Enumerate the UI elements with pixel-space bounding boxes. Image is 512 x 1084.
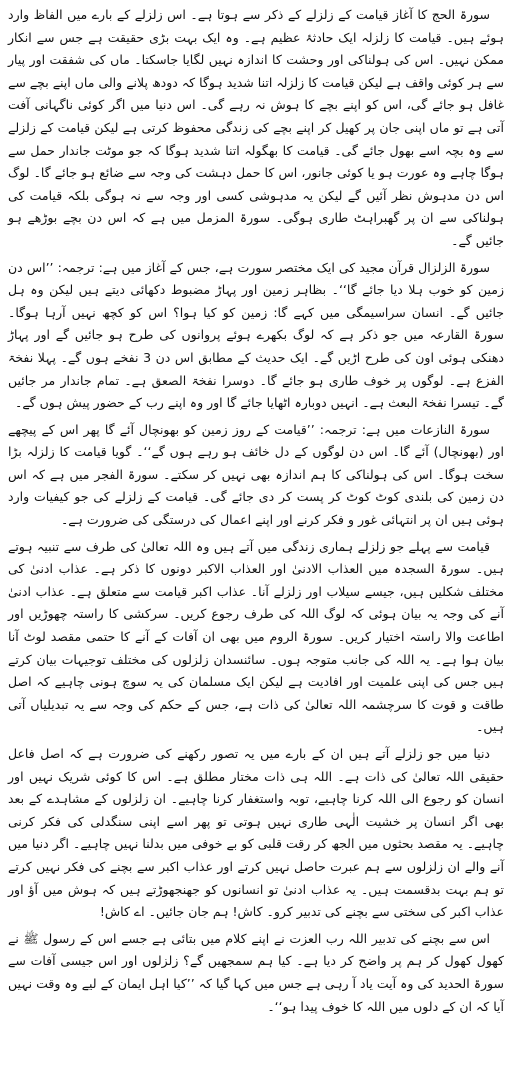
paragraph-reflection: دنیا میں جو زلزلے آتے ہیں ان کے بارے میں یہ تصور رکھنے کی ضرورت ہے کہ اصل فاعل حقیقی اللہ تعالیٰ کی ذات ہے۔ اللہ ہی ذات مختار مطلق ہے۔ اس کا کوئی شریک نہیں اور انسان کو رجوع الی اللہ کرنا چاہیے، توبہ واستغفار کرنا چاہیے۔ ان زلزلوں کے مشاہدے کے بعد بھی اگر انسان پر خشیت الٰہی طاری نہیں ہوتی تو پھر اسے اپنی سنگدلی کی فکر کرنی چاہیے۔ یہ مقصد بحثوں میں الجھ کر رقت قلبی کو بے خوفی میں بدلنا نہیں چاہیے۔ اگر دنیا میں آنے والے ان زلزلوں سے ہم عبرت حاصل نہیں کرتے اور عذاب اکبر سے بچنے کی فکر نہیں کرتے تو ہم بہت بدقسمت ہیں۔ یہ عذاب ادنیٰ تو انسانوں کو جھنجھوڑتے ہیں کہ ہوش میں آؤ اور عذاب اکبر کی سختی سے بچنے کی تدبیر کرو۔ کاش! ہم جان جائیں۔ اے کاش! xyxy=(8,746,504,920)
paragraph-naziat: سورۃ النازعات میں ہے: ترجمہ: ’’قیامت کے روز زمین کو بھونچال آئے گا پھر اس کے پیچھے اور (بھونچال) آئے گا۔ اس دن لوگوں کے دل خائف ہو رہے ہوں گے‘‘۔ گویا قیامت کا زلزلہ بڑا سخت ہوگا۔ اس کی ہولناکی کا ہم اندازہ بھی نہیں کر سکتے۔ سورۃ الفجر میں ہے کہ اس دن زمین کی بلندی کوٹ کوٹ کر پست کر دی جائے گی۔ قیامت کے زلزلے کی جو کیفیات وارد ہوئی ہیں ان پر انتہائی غور و فکر کرنے اور اپنے اعمال کی درستگی کی ضرورت ہے۔ xyxy=(8,421,504,528)
paragraph-conclusion: اس سے بچنے کی تدبیر اللہ رب العزت نے اپنے کلام میں بتائی ہے جسے اس کے رسول ﷺ نے کھول کھول کر ہم پر واضح کر دیا ہے۔ کیا ہم سمجھیں گے؟ زلزلوں اور اس جیسی آفات سے سورۃ الحدید کی وہ آیت یاد آ رہی ہے جس میں کہا گیا کہ ’’کیا اہل ایمان کے لیے وہ وقت نہیں آیا کہ ان کے دلوں میں اللہ کا خوف پیدا ہو‘‘۔ xyxy=(8,930,504,1014)
paragraph-warning: قیامت سے پہلے جو زلزلے ہماری زندگی میں آتے ہیں وہ اللہ تعالیٰ کی طرف سے تنبیہ ہوتے ہیں۔ سورۃ السجدہ میں العذاب الادنیٰ اور العذاب الاکبر دونوں کا ذکر ہے۔ عذاب ادنیٰ کی مختلف شکلیں ہیں، جیسے سیلاب اور زلزلے آنا۔ عذاب اکبر قیامت سے متعلق ہے۔ عذاب ادنیٰ آنے کی وجہ یہ بیان ہوئی کہ لوگ اللہ کی طرف رجوع کریں۔ سرکشی کا راستہ چھوڑیں اور اطاعت والا راستہ اختیار کریں۔ سورۃ الروم میں بھی ان آفات کے آنے کا حتمی مقصد لوٹ آنا بیان ہوا ہے۔ یہ اللہ کی جانب متوجہ ہوں۔ سائنسدان زلزلوں کی مختلف توجیہات بیان کرتے ہیں جس کی اپنی علمیت اور افادیت ہے لیکن ایک مسلمان کی یہ سوچ ہونی چاہیے کہ اصل طاقت و قوت کا سرچشمہ اللہ تعالیٰ کی ذات ہے، جس کے حکم کی وجہ سے یہ تبدیلیاں آتی ہیں۔ xyxy=(8,538,504,735)
paragraph-hajj-earthquake: سورۃ الحج کا آغاز قیامت کے زلزلے کے ذکر سے ہوتا ہے۔ اس زلزلے کے بارے میں الفاظ وارد ہوئے ہیں۔ قیامت کا زلزلہ ایک حادثۂ عظیم ہے۔ وہ ایک بہت بڑی حقیقت ہے جس سے انکار ممکن نہیں۔ اس کی ہولناکی اور وحشت کا اندازہ نہیں لگایا جاسکتا۔ ماں کی شفقت اور پیار سے ہر کوئی واقف ہے لیکن قیامت کا زلزلہ اتنا شدید ہوگا کہ دودھ پلانے والی ماں اپنے بچے سے غافل ہو جائے گی، اس کو اپنے بچے کا ہوش نہ رہے گی۔ اس دنیا میں اگر کوئی ناگہانی آفت آتی ہے تو ماں اپنی جان پر کھیل کر اپنے بچے کی زندگی محفوظ کرتی ہے لیکن قیامت کے زلزلے سے وہ بچہ اسے بھول جائے گی۔ قیامت کا بھگولہ اتنا شدید ہوگا کہ جو موٹت جاندار حمل سے ہوگا چاہے وہ عورت ہو یا کوئی جانور، اس کا حمل دہشت کی وجہ سے ضائع ہو جائے گا۔ لوگ اس دن مدہوش نظر آئیں گے لیکن یہ مدہوشی کسی اور وجہ سے نہ ہوگی بلکہ قیامت کی ہولناکی سے ان پر گھبراہٹ طاری ہوگی۔ سورۃ المزمل میں ہے کہ اس دن بچے بوڑھے ہو جائیں گے۔ xyxy=(8,7,504,248)
paragraph-zilzal: سورۃ الزلزال قرآن مجید کی ایک مختصر سورت ہے، جس کے آغاز میں ہے: ترجمہ: ’’اس دن زمین کو خوب ہلا دیا جائے گا‘‘۔ بظاہر زمین اور پہاڑ مضبوط دکھائی دیتے ہیں لیکن وہ ہل جائیں گے۔ انسان سراسیمگی میں کہے گا: زمین کو کیا ہوا؟ اس کو کچھ نہیں آرہا ہوگا۔ سورۃ القارعہ میں جو ذکر ہے کہ لوگ بکھرے ہوئے پروانوں کی طرح ہو جائیں گے اور پہاڑ دھنکی ہوئی اون کی طرح اڑیں گے۔ ایک حدیث کے مطابق اس دن 3 نفخے ہوں گے۔ پہلا نفخۃ الفزع ہے۔ لوگوں پر خوف طاری ہو جائے گا۔ دوسرا نفخۃ الصعق ہے۔ تمام جاندار مر جائیں گے۔ تیسرا نفخۃ البعث ہے۔ انہیں دوبارہ اٹھایا جائے گا اور وہ اپنے رب کے حضور پیش ہوں گے۔ xyxy=(8,259,504,411)
